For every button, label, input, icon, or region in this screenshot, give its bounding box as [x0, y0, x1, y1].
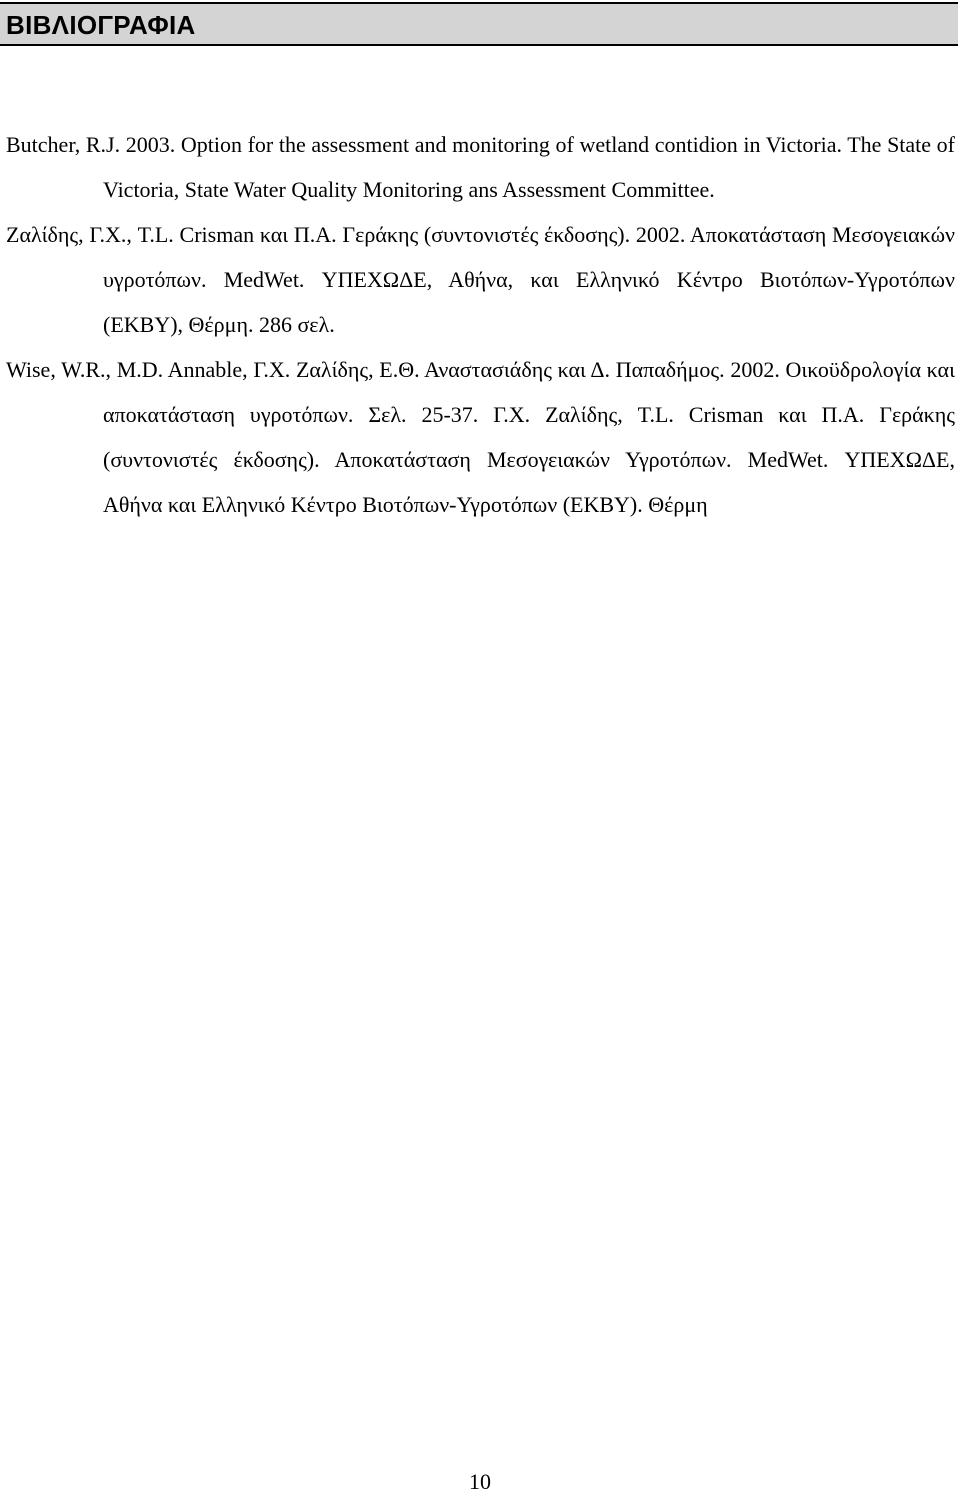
- reference-list: [0, 122, 955, 527]
- reference-entry-butcher: Butcher, R.J. 2003. Option for the assessment and monitoring of wetland contidion in Victoria. The State of Victoria, State Water Quality Monitoring ans Assessment Committee.: [6, 132, 955, 202]
- section-heading: ΒΙΒΛΙΟΓΡΑΦΙΑ: [6, 10, 196, 40]
- reference-entry-wise: Wise, W.R., M.D. Annable, Γ.Χ. Ζαλίδης, Ε.Θ. Αναστασιάδης και Δ. Παπαδήμος. 2002. Οικοϋδρολογία και αποκατάσταση υγροτόπων. Σελ. 25-37. Γ.Χ. Ζαλίδης, T.L. Crisman και Π.Α. Γεράκης (συντονιστές έκδοσης). Αποκατάσταση Μεσογειακών Υγροτόπων. MedWet. ΥΠΕΧΩΔΕ, Αθήνα και Ελληνικό Κέντρο Βιοτόπων-Υγροτόπων (ΕΚΒΥ). Θέρμη: [6, 357, 955, 517]
- reference-entry-zalidis: Ζαλίδης, Γ.Χ., T.L. Crisman και Π.Α. Γεράκης (συντονιστές έκδοσης). 2002. Αποκατάσταση Μεσογειακών υγροτόπων. MedWet. ΥΠΕΧΩΔΕ, Αθήνα, και Ελληνικό Κέντρο Βιοτόπων-Υγροτόπων (ΕΚΒΥ), Θέρμη. 286 σελ.: [6, 222, 955, 337]
- page-number: 10: [469, 1469, 491, 1494]
- section-heading-bar: [0, 2, 958, 46]
